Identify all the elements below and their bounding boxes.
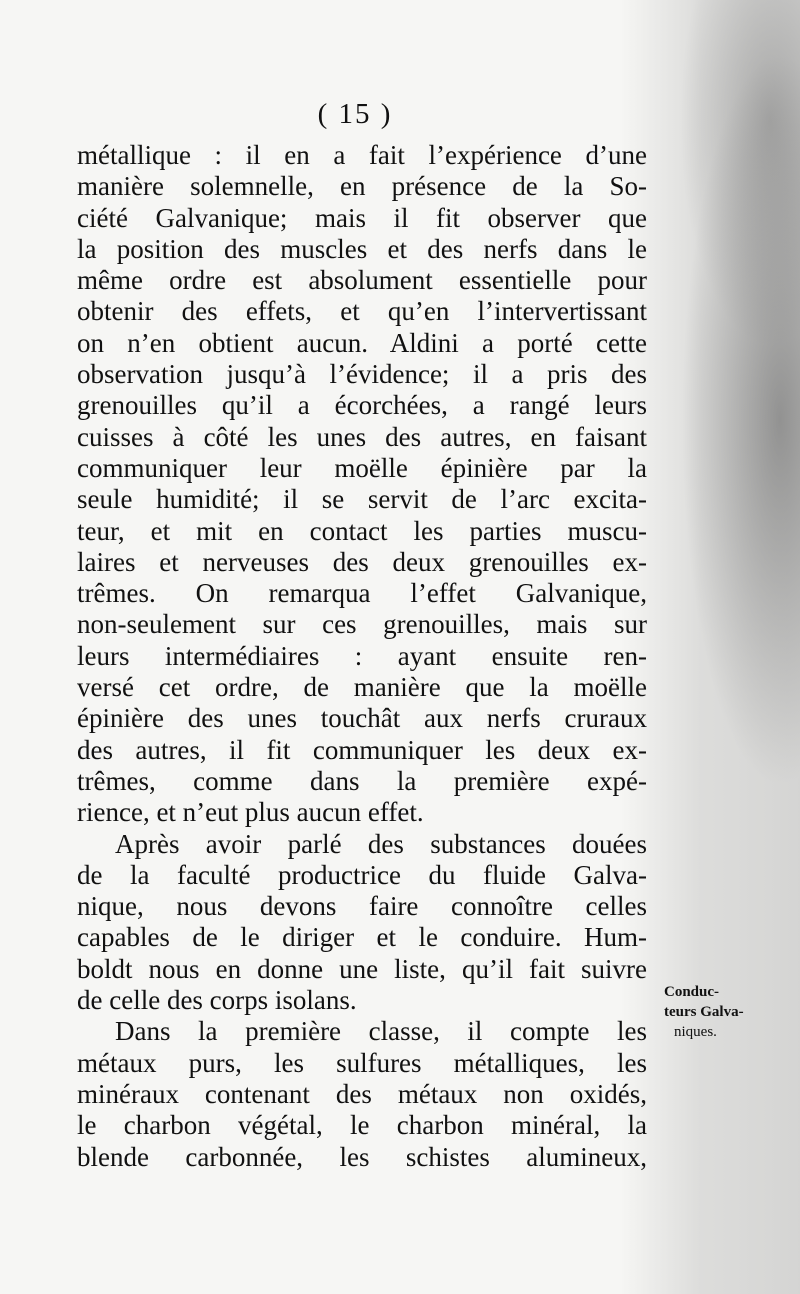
- text-line: rience, et n’eut plus aucun effet.: [77, 797, 424, 828]
- body-text: [77, 140, 647, 1173]
- text-line: on n’en obtient aucun. Aldini a porté cette: [77, 327, 647, 358]
- text-line-paragraph-start: Après avoir parlé des substances douées: [115, 828, 647, 859]
- text-line: des autres, il fit communiquer les deux ex-: [77, 734, 647, 765]
- text-line: de celle des corps isolans.: [77, 985, 357, 1016]
- margin-note-line: teurs Galva-: [664, 1004, 744, 1020]
- margin-note-line: Conduc-: [664, 984, 720, 1000]
- text-line: laires et nerveuses des deux grenouilles ex-: [77, 546, 647, 577]
- text-line: le charbon végétal, le charbon minéral, la: [77, 1110, 647, 1141]
- text-line: capables de le diriger et le conduire. Hum-: [77, 922, 647, 953]
- text-line: observation jusqu’à l’évidence; il a pris des: [77, 359, 647, 390]
- text-line: communiquer leur moëlle épinière par la: [77, 452, 647, 483]
- text-line: trêmes, comme dans la première expé-: [77, 765, 647, 796]
- text-line: boldt nous en donne une liste, qu’il fait suivre: [77, 953, 647, 984]
- text-line-paragraph-start: Dans la première classe, il compte les: [115, 1016, 647, 1047]
- text-line: cuisses à côté les unes des autres, en faisant: [77, 421, 647, 452]
- text-line: la position des muscles et des nerfs dans le: [77, 233, 647, 264]
- text-line: trêmes. On remarqua l’effet Galvanique,: [77, 578, 647, 609]
- text-line: de la faculté productrice du fluide Galva-: [77, 859, 647, 890]
- text-line: non-seulement sur ces grenouilles, mais sur: [77, 609, 647, 640]
- text-line: épinière des unes touchât aux nerfs cruraux: [77, 703, 647, 734]
- text-line: métallique : il en a fait l’expérience d’une: [77, 140, 647, 170]
- text-line: manière solemnelle, en présence de la So-: [77, 171, 647, 202]
- text-line: obtenir des effets, et qu’en l’intervertissant: [77, 296, 647, 327]
- text-line: seule humidité; il se servit de l’arc excita-: [77, 484, 647, 515]
- text-line: teur, et mit en contact les parties muscu-: [77, 515, 647, 546]
- text-line: même ordre est absolument essentielle pour: [77, 265, 647, 296]
- text-line: versé cet ordre, de manière que la moëlle: [77, 672, 647, 703]
- text-line: nique, nous devons faire connoître celles: [77, 891, 647, 922]
- text-line: blende carbonnée, les schistes alumineux,: [77, 1141, 647, 1172]
- text-line: métaux purs, les sulfures métalliques, les: [77, 1047, 647, 1078]
- text-line: leurs intermédiaires : ayant ensuite ren-: [77, 640, 647, 671]
- text-line: minéraux contenant des métaux non oxidés,: [77, 1078, 647, 1109]
- margin-note: [664, 982, 784, 1042]
- margin-note-line: niques.: [674, 1024, 717, 1040]
- text-line: grenouilles qu’il a écorchées, a rangé leurs: [77, 390, 647, 421]
- page-number: ( 15 ): [317, 98, 393, 130]
- text-line: ciété Galvanique; mais il fit observer que: [77, 202, 647, 233]
